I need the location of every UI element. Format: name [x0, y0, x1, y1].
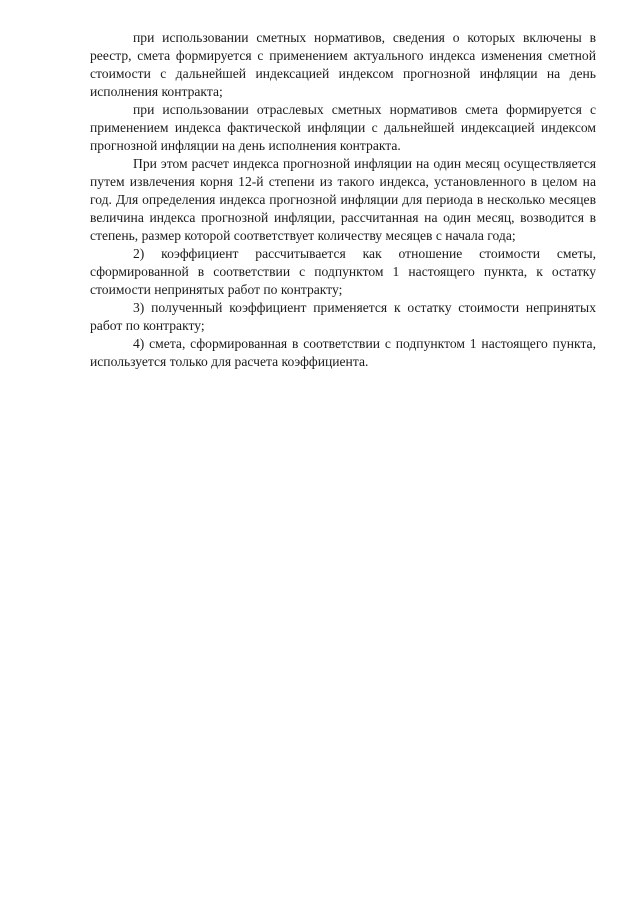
- paragraph-3: При этом расчет индекса прогнозной инфляции на один месяц осуществляется путем извлечения корня 12-й степени из такого индекса, установленного в целом на год. Для определения индекса прогнозной инфляции для периода в несколько месяцев величина индекса прогнозной инфляции, рассчитанная на один месяц, возводится в степень, размер которой соответствует количеству месяцев с начала года;: [90, 156, 596, 243]
- paragraph-4: 2) коэффициент рассчитывается как отношение стоимости сметы, сформированной в соответствии с подпунктом 1 настоящего пункта, к остатку стоимости непринятых работ по контракту;: [90, 246, 596, 297]
- paragraph-2: при использовании отраслевых сметных нормативов смета формируется с применением индекса фактической инфляции с дальнейшей индексацией индексом прогнозной инфляции на день исполнения контракта.: [90, 102, 596, 153]
- paragraph-1: при использовании сметных нормативов, сведения о которых включены в реестр, смета формируется с применением актуального индекса изменения сметной стоимости с дальнейшей индексацией индексом прогнозной инфляции на день исполнения контракта;: [90, 30, 596, 99]
- paragraph-6: 4) смета, сформированная в соответствии с подпунктом 1 настоящего пункта, используется только для расчета коэффициента.: [90, 336, 596, 369]
- paragraph-5: 3) полученный коэффициент применяется к остатку стоимости непринятых работ по контракту;: [90, 300, 596, 333]
- document-body: [90, 29, 596, 371]
